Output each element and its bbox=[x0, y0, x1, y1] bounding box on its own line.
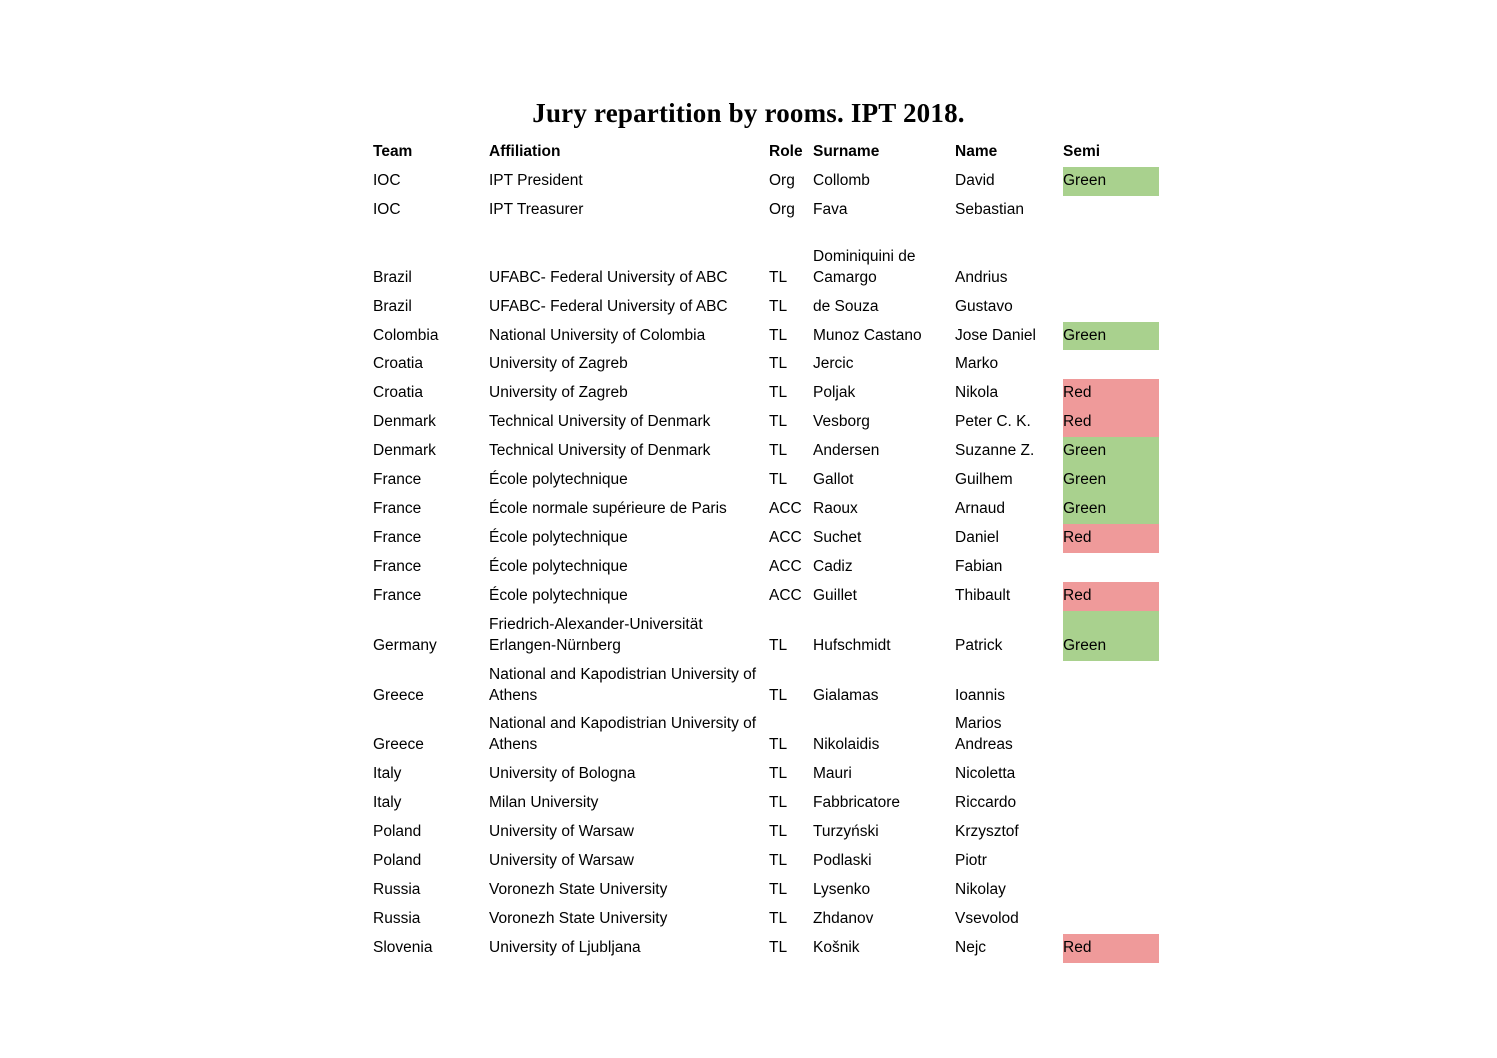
cell-affiliation: Technical University of Denmark bbox=[489, 442, 711, 460]
cell-name: Riccardo bbox=[955, 794, 1017, 812]
cell-name: Jose Daniel bbox=[955, 326, 1036, 344]
cell-role: TL bbox=[769, 823, 788, 841]
cell-role: TL bbox=[769, 852, 788, 870]
cell-surname: Mauri bbox=[813, 765, 852, 783]
table-row bbox=[373, 437, 1159, 466]
table-header-row bbox=[373, 140, 1159, 167]
status-badge bbox=[1063, 243, 1159, 293]
column-header-semi: Semi bbox=[1063, 143, 1101, 160]
cell-affiliation: National and Kapodistrian University of Athens bbox=[489, 665, 757, 704]
table-row bbox=[373, 495, 1159, 524]
cell-affiliation: Voronezh State University bbox=[489, 909, 668, 927]
status-badge bbox=[1063, 905, 1159, 934]
column-header-surname: Surname bbox=[813, 143, 880, 160]
status-badge: Green bbox=[1063, 495, 1159, 524]
cell-team: Greece bbox=[373, 686, 424, 704]
cell-affiliation: UFABC- Federal University of ABC bbox=[489, 268, 728, 286]
cell-role: TL bbox=[769, 413, 788, 431]
cell-surname: Turzyński bbox=[813, 823, 879, 841]
table-row bbox=[373, 876, 1159, 905]
table-row bbox=[373, 243, 1159, 293]
page-title: Jury repartition by rooms. IPT 2018. bbox=[532, 98, 965, 128]
cell-name: Peter C. K. bbox=[955, 413, 1031, 431]
cell-team: France bbox=[373, 500, 422, 518]
table-row bbox=[373, 293, 1159, 322]
status-badge: Red bbox=[1063, 582, 1159, 611]
cell-role: TL bbox=[769, 442, 788, 460]
cell-role: ACC bbox=[769, 528, 802, 546]
column-header-team: Team bbox=[373, 143, 413, 160]
cell-name: Nikola bbox=[955, 384, 999, 402]
cell-name: Krzysztof bbox=[955, 823, 1019, 841]
cell-surname: Andersen bbox=[813, 442, 880, 460]
table-row bbox=[373, 350, 1159, 379]
cell-team: Croatia bbox=[373, 355, 423, 373]
cell-name: Patrick bbox=[955, 636, 1003, 654]
cell-surname: Podlaski bbox=[813, 852, 872, 870]
cell-surname: Dominiquini de Camargo bbox=[813, 247, 916, 286]
column-header-role: Role bbox=[769, 143, 803, 160]
cell-surname: Nikolaidis bbox=[813, 736, 880, 754]
table-row bbox=[373, 789, 1159, 818]
cell-affiliation: École polytechnique bbox=[489, 586, 628, 604]
cell-team: Germany bbox=[373, 636, 437, 654]
cell-surname: Raoux bbox=[813, 500, 858, 518]
cell-affiliation: Technical University of Denmark bbox=[489, 413, 711, 431]
table-row bbox=[373, 408, 1159, 437]
cell-affiliation: École polytechnique bbox=[489, 528, 628, 546]
cell-team: Croatia bbox=[373, 384, 423, 402]
cell-surname: Munoz Castano bbox=[813, 326, 922, 344]
cell-name: Vsevolod bbox=[955, 909, 1019, 927]
cell-affiliation: University of Zagreb bbox=[489, 355, 628, 373]
table-row bbox=[373, 322, 1159, 351]
cell-surname: Jercic bbox=[813, 355, 854, 373]
status-badge: Green bbox=[1063, 611, 1159, 661]
cell-role: Org bbox=[769, 200, 795, 218]
status-badge bbox=[1063, 196, 1159, 225]
cell-affiliation: UFABC- Federal University of ABC bbox=[489, 297, 728, 315]
cell-affiliation: University of Warsaw bbox=[489, 852, 634, 870]
cell-team: Greece bbox=[373, 736, 424, 754]
cell-name: Thibault bbox=[955, 586, 1011, 604]
cell-role: TL bbox=[769, 686, 788, 704]
cell-role: TL bbox=[769, 471, 788, 489]
cell-affiliation: University of Ljubljana bbox=[489, 938, 641, 956]
cell-role: TL bbox=[769, 938, 788, 956]
cell-affiliation: University of Warsaw bbox=[489, 823, 634, 841]
cell-surname: Vesborg bbox=[813, 413, 870, 431]
table-row bbox=[373, 379, 1159, 408]
cell-role: TL bbox=[769, 909, 788, 927]
status-badge bbox=[1063, 876, 1159, 905]
cell-affiliation: IPT President bbox=[489, 171, 583, 189]
cell-role: Org bbox=[769, 171, 795, 189]
status-badge: Green bbox=[1063, 466, 1159, 495]
cell-role: TL bbox=[769, 384, 788, 402]
cell-affiliation: Friedrich-Alexander-Universität Erlangen-Nürnberg bbox=[489, 615, 703, 654]
cell-role: TL bbox=[769, 355, 788, 373]
cell-name: Guilhem bbox=[955, 471, 1013, 489]
status-badge: Green bbox=[1063, 167, 1159, 196]
status-badge bbox=[1063, 661, 1159, 711]
cell-role: TL bbox=[769, 880, 788, 898]
table-row bbox=[373, 167, 1159, 196]
cell-surname: Cadiz bbox=[813, 557, 853, 575]
cell-role: TL bbox=[769, 268, 788, 286]
status-badge: Red bbox=[1063, 934, 1159, 963]
cell-name: Suzanne Z. bbox=[955, 442, 1035, 460]
table-spacer-row bbox=[373, 225, 1159, 243]
table-row bbox=[373, 847, 1159, 876]
cell-surname: de Souza bbox=[813, 297, 879, 315]
cell-role: TL bbox=[769, 297, 788, 315]
cell-name: Arnaud bbox=[955, 500, 1005, 518]
cell-name: Marko bbox=[955, 355, 999, 373]
cell-team: Slovenia bbox=[373, 938, 433, 956]
column-header-name: Name bbox=[955, 143, 998, 160]
cell-team: Colombia bbox=[373, 326, 439, 344]
status-badge bbox=[1063, 710, 1159, 760]
cell-team: Denmark bbox=[373, 413, 436, 431]
cell-surname: Suchet bbox=[813, 528, 862, 546]
cell-name: Ioannis bbox=[955, 686, 1005, 704]
cell-team: Italy bbox=[373, 765, 402, 783]
cell-affiliation: IPT Treasurer bbox=[489, 200, 584, 218]
status-badge: Red bbox=[1063, 408, 1159, 437]
cell-team: IOC bbox=[373, 200, 401, 218]
cell-role: ACC bbox=[769, 557, 802, 575]
cell-affiliation: University of Zagreb bbox=[489, 384, 628, 402]
jury-table bbox=[373, 140, 1159, 963]
status-badge: Green bbox=[1063, 437, 1159, 466]
cell-team: France bbox=[373, 586, 422, 604]
cell-affiliation: École normale supérieure de Paris bbox=[489, 500, 727, 518]
table-row bbox=[373, 466, 1159, 495]
cell-name: Marios Andreas bbox=[955, 715, 1013, 754]
cell-surname: Lysenko bbox=[813, 880, 871, 898]
status-badge bbox=[1063, 293, 1159, 322]
status-badge bbox=[1063, 818, 1159, 847]
cell-affiliation: École polytechnique bbox=[489, 557, 628, 575]
cell-name: Piotr bbox=[955, 852, 987, 870]
cell-name: Daniel bbox=[955, 528, 999, 546]
cell-surname: Fava bbox=[813, 200, 848, 218]
cell-name: Nicoletta bbox=[955, 765, 1016, 783]
cell-surname: Gialamas bbox=[813, 686, 879, 704]
cell-surname: Hufschmidt bbox=[813, 636, 891, 654]
status-badge bbox=[1063, 553, 1159, 582]
cell-name: Nikolay bbox=[955, 880, 1006, 898]
status-badge: Red bbox=[1063, 379, 1159, 408]
status-badge bbox=[1063, 847, 1159, 876]
cell-role: TL bbox=[769, 794, 788, 812]
cell-team: Poland bbox=[373, 823, 422, 841]
cell-team: France bbox=[373, 528, 422, 546]
cell-team: Russia bbox=[373, 880, 421, 898]
cell-role: TL bbox=[769, 326, 788, 344]
cell-team: Denmark bbox=[373, 442, 436, 460]
status-badge bbox=[1063, 350, 1159, 379]
table-row bbox=[373, 661, 1159, 711]
table-row bbox=[373, 611, 1159, 661]
table-row bbox=[373, 582, 1159, 611]
cell-team: Brazil bbox=[373, 297, 412, 315]
cell-role: TL bbox=[769, 736, 788, 754]
cell-name: David bbox=[955, 171, 995, 189]
cell-role: TL bbox=[769, 765, 788, 783]
cell-team: Brazil bbox=[373, 268, 412, 286]
cell-name: Andrius bbox=[955, 268, 1008, 286]
cell-surname: Collomb bbox=[813, 171, 870, 189]
cell-surname: Fabbricatore bbox=[813, 794, 901, 812]
status-badge bbox=[1063, 760, 1159, 789]
cell-team: Poland bbox=[373, 852, 422, 870]
table-row bbox=[373, 934, 1159, 963]
cell-name: Sebastian bbox=[955, 200, 1024, 218]
cell-surname: Zhdanov bbox=[813, 909, 874, 927]
cell-team: France bbox=[373, 471, 422, 489]
status-badge: Red bbox=[1063, 524, 1159, 553]
table-row bbox=[373, 818, 1159, 847]
cell-team: France bbox=[373, 557, 422, 575]
cell-surname: Guillet bbox=[813, 586, 857, 604]
cell-name: Gustavo bbox=[955, 297, 1013, 315]
cell-surname: Košnik bbox=[813, 938, 860, 956]
cell-role: ACC bbox=[769, 500, 802, 518]
cell-role: TL bbox=[769, 636, 788, 654]
cell-affiliation: National and Kapodistrian University of Athens bbox=[489, 715, 757, 754]
status-badge bbox=[1063, 789, 1159, 818]
cell-team: IOC bbox=[373, 171, 401, 189]
cell-affiliation: Milan University bbox=[489, 794, 599, 812]
cell-affiliation: Voronezh State University bbox=[489, 880, 668, 898]
cell-affiliation: University of Bologna bbox=[489, 765, 636, 783]
table-row bbox=[373, 196, 1159, 225]
cell-team: Italy bbox=[373, 794, 402, 812]
column-header-affiliation: Affiliation bbox=[489, 143, 561, 160]
cell-name: Nejc bbox=[955, 938, 987, 956]
table-row bbox=[373, 710, 1159, 760]
status-badge: Green bbox=[1063, 322, 1159, 351]
cell-affiliation: École polytechnique bbox=[489, 471, 628, 489]
table-row bbox=[373, 905, 1159, 934]
table-row bbox=[373, 760, 1159, 789]
table-row bbox=[373, 553, 1159, 582]
cell-name: Fabian bbox=[955, 557, 1003, 575]
cell-surname: Poljak bbox=[813, 384, 856, 402]
cell-surname: Gallot bbox=[813, 471, 854, 489]
cell-affiliation: National University of Colombia bbox=[489, 326, 706, 344]
table-row bbox=[373, 524, 1159, 553]
cell-role: ACC bbox=[769, 586, 802, 604]
table-body bbox=[373, 167, 1159, 963]
cell-team: Russia bbox=[373, 909, 421, 927]
